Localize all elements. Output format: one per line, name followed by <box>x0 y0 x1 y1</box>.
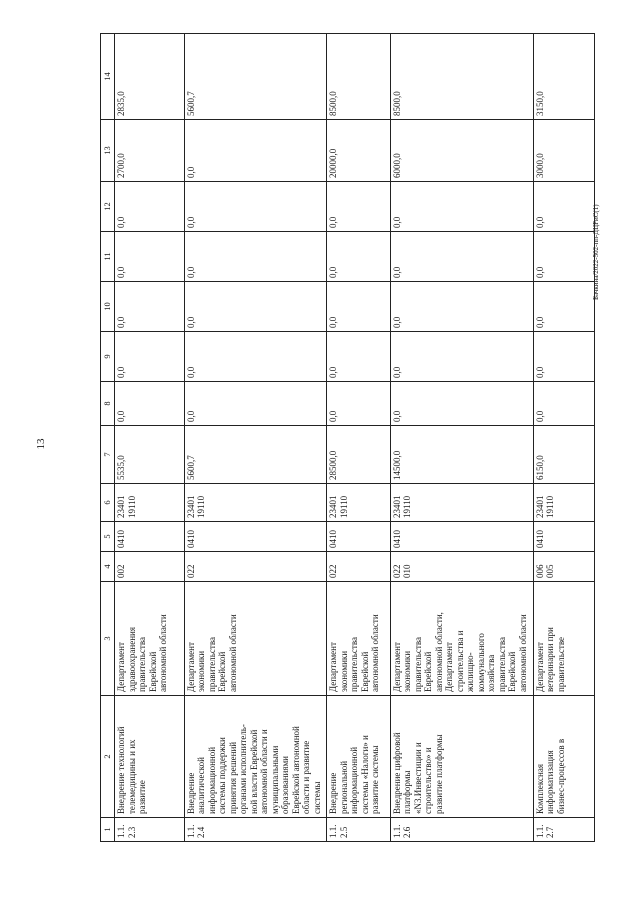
column-header: 9 <box>101 332 115 382</box>
column-header: 11 <box>101 232 115 282</box>
column-header: 8 <box>101 382 115 426</box>
table-cell: 23401 19110 <box>390 484 533 522</box>
table-cell: 6000,0 <box>390 120 533 182</box>
table-cell: 1.1. 2.3 <box>115 818 185 842</box>
table-cell: 0410 <box>533 522 594 552</box>
table-cell: Внедрение аналитической информационной системы поддержки принятия решений органами исполнитель- ной власти Еврейской автономной области и муниципальными образованиями Еврейской автономной области и развитие системы <box>184 696 327 818</box>
table-cell: 0,0 <box>533 232 594 282</box>
table-cell: Департамент экономики правительства Еврейской автономной области <box>327 582 390 696</box>
table-cell: 5600,7 <box>184 426 327 484</box>
column-header: 2 <box>101 696 115 818</box>
table-cell: 022 <box>327 552 390 582</box>
table-cell: 0,0 <box>327 332 390 382</box>
table-cell: 0,0 <box>184 382 327 426</box>
table-cell: 0,0 <box>327 282 390 332</box>
table-cell: 20000,0 <box>327 120 390 182</box>
table-cell: 022 <box>184 552 327 582</box>
column-header: 12 <box>101 182 115 232</box>
table-cell: 0,0 <box>184 332 327 382</box>
column-header: 6 <box>101 484 115 522</box>
table-cell: 0,0 <box>115 282 185 332</box>
table-cell: 0,0 <box>115 332 185 382</box>
table-cell: 1.1. 2.4 <box>184 818 327 842</box>
table-cell: 0,0 <box>327 182 390 232</box>
table-cell: 23401 19110 <box>533 484 594 522</box>
table-cell: 0,0 <box>390 382 533 426</box>
table-cell: 0,0 <box>327 382 390 426</box>
table-row <box>327 34 390 842</box>
table-row <box>533 34 594 842</box>
table-cell: 1.1. 2.7 <box>533 818 594 842</box>
table-cell: 1.1. 2.6 <box>390 818 533 842</box>
table-cell: Комплексная информатизация бизнес-процессов в <box>533 696 594 818</box>
column-header: 4 <box>101 552 115 582</box>
table-cell: 5535,0 <box>115 426 185 484</box>
table-cell: 6150,0 <box>533 426 594 484</box>
column-header: 7 <box>101 426 115 484</box>
table-cell: 0,0 <box>115 182 185 232</box>
table-cell: 0,0 <box>390 282 533 332</box>
table-cell: 0,0 <box>184 120 327 182</box>
column-header: 1 <box>101 818 115 842</box>
column-number-row <box>101 34 115 842</box>
table-cell: Департамент экономики правительства Еврейской автономной области <box>184 582 327 696</box>
table-cell: 0,0 <box>115 382 185 426</box>
table-cell: 006 005 <box>533 552 594 582</box>
table-cell: 022 010 <box>390 552 533 582</box>
table-cell: 2700,0 <box>115 120 185 182</box>
table-cell: 3000,0 <box>533 120 594 182</box>
table-cell: 8500,0 <box>390 34 533 120</box>
table-cell: 0410 <box>184 522 327 552</box>
table-cell: 002 <box>115 552 185 582</box>
table-row <box>115 34 185 842</box>
table-cell: 5600,7 <box>184 34 327 120</box>
table-cell: 23401 19110 <box>327 484 390 522</box>
table-cell: Департамент здравоохранения правительства Еврейской автономной области <box>115 582 185 696</box>
table-cell: 0,0 <box>390 232 533 282</box>
page-number: 13 <box>35 438 47 450</box>
table-cell: 0,0 <box>533 332 594 382</box>
table-cell: Внедрение цифровой платформы «N3.Инвестиции и строительство» и развитие платформы <box>390 696 533 818</box>
table-cell: Внедрение региональной информационной системы «Налоги» и развитие системы <box>327 696 390 818</box>
table-cell: 0,0 <box>390 332 533 382</box>
column-header: 13 <box>101 120 115 182</box>
table-cell: 23401 19110 <box>115 484 185 522</box>
table-cell: 3150,0 <box>533 34 594 120</box>
table-cell: 0,0 <box>184 232 327 282</box>
table-cell: 0410 <box>115 522 185 552</box>
table-cell: 0,0 <box>184 282 327 332</box>
table-cell: 0,0 <box>533 282 594 332</box>
table-row <box>390 34 533 842</box>
table-cell: 0,0 <box>533 182 594 232</box>
table-cell: 0,0 <box>533 382 594 426</box>
table-cell: Департамент экономики правительства Еврейской автономной области, Департамент строительства и жилищно- коммунального хозяйства правительства Еврейской автономной области <box>390 582 533 696</box>
table-cell: 14500,0 <box>390 426 533 484</box>
document-code: Бачкина/2022-502-пп-ДЦРиС(1) <box>592 204 600 300</box>
table-cell: 0,0 <box>115 232 185 282</box>
table-cell: 1.1. 2.5 <box>327 818 390 842</box>
table-cell: 0410 <box>327 522 390 552</box>
budget-table-sheet <box>100 34 595 842</box>
table-cell: 0,0 <box>184 182 327 232</box>
table-cell: 2835,0 <box>115 34 185 120</box>
table-cell: 8500,0 <box>327 34 390 120</box>
table-cell: 23401 19110 <box>184 484 327 522</box>
table-cell: 28500,0 <box>327 426 390 484</box>
column-header: 14 <box>101 34 115 120</box>
column-header: 10 <box>101 282 115 332</box>
table-cell: 0,0 <box>390 182 533 232</box>
table-cell: 0,0 <box>327 232 390 282</box>
table-cell: 0410 <box>390 522 533 552</box>
budget-table <box>100 33 595 842</box>
table-row <box>184 34 327 842</box>
column-header: 3 <box>101 582 115 696</box>
table-cell: Внедрение технологий телемедицины и их развитие <box>115 696 185 818</box>
column-header: 5 <box>101 522 115 552</box>
table-cell: Департамент ветеринарии при правительстве <box>533 582 594 696</box>
